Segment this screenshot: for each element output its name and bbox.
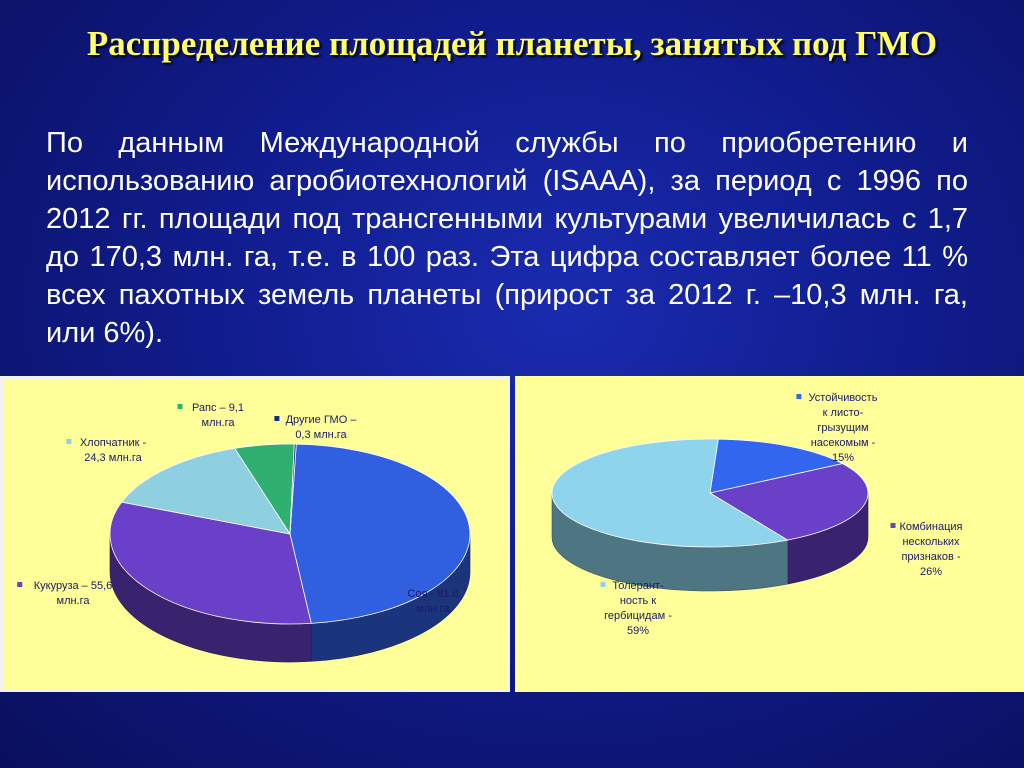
pie1-label-другие-гмо — [274, 414, 357, 441]
pie2-label-line: гербицидам - — [604, 610, 672, 622]
pie2-label-line: Устойчивость — [808, 392, 878, 404]
pie2-label-line: нескольких — [902, 536, 960, 548]
slide-title: Распределение площадей планеты, занятых под ГМО — [86, 24, 938, 63]
pie2-label-комбинация-нескольких-признаков — [891, 521, 963, 578]
pie1-legend-marker-соя — [393, 590, 398, 595]
gmo-traits-pie-chart — [515, 376, 1024, 692]
pie2-label-line: ность к — [619, 595, 657, 607]
pie1-label-line: Рапс – 9,1 — [191, 402, 245, 414]
pie2-label-line: 59% — [626, 625, 650, 637]
pie1-legend-marker-рапс — [178, 404, 183, 409]
pie1-label-line: Соя - 81,0 — [407, 588, 459, 600]
pie1-label-line: 0,3 млн.га — [295, 429, 347, 441]
pie1-label-line: Другие ГМО – — [285, 414, 357, 426]
pie2-legend-marker-комбинация-нескольких-признаков — [891, 523, 896, 528]
pie2-label-line: грызущим — [817, 422, 869, 434]
pie2-legend-marker-толерант-ность-к-гербицидам — [601, 582, 606, 587]
pie1-label-рапс — [178, 402, 245, 429]
pie1-label-line: 24,3 млн.га — [84, 452, 142, 464]
pie1-label-line: Хлопчатник - — [79, 437, 147, 449]
pie2-legend-marker-устойчивость-к-листо-грызущим-насекомым — [796, 394, 801, 399]
pie2-label-line: признаков - — [901, 551, 961, 563]
pie2-label-line: 26% — [919, 566, 943, 578]
pie1-label-line: Кукуруза – 55,6 — [33, 580, 113, 592]
pie1-label-line: млн.га — [201, 417, 235, 429]
pie1-label-хлопчатник — [66, 437, 146, 464]
pie1-label-кукуруза — [17, 580, 112, 607]
pie1-legend-marker-хлопчатник — [66, 439, 71, 444]
pie2-label-line: Комбинация — [899, 521, 963, 533]
pie2-label-line: Толерант- — [612, 580, 664, 592]
pie2-label-толерант-ность-к-гербицидам — [601, 580, 673, 637]
pie1-legend-marker-кукуруза — [17, 582, 22, 587]
pie1-legend-marker-другие-гмо — [274, 416, 279, 421]
gmo-crops-chart-panel — [0, 376, 510, 692]
gmo-traits-chart-panel — [515, 376, 1024, 692]
pie1-label-line: млн.га — [56, 595, 90, 607]
pie2-label-line: 15% — [831, 452, 855, 464]
slide-body-text: По данным Международной службы по приобретению и использованию агробиотехнологий (ISAAA), за период с 1996 по 2012 гг. площади под трансгенными культурами увеличилась с 1,7 до 170,3 млн. га, т.е. в 100 раз. Эта цифра составляет более 11 % всех пахотных земель планеты (прирост за 2012 г. –10,3 млн. га, или 6%). — [46, 127, 968, 349]
pie2-label-line: к листо- — [822, 407, 864, 419]
pie1-label-line: млн.га — [416, 603, 450, 615]
gmo-crops-pie-chart — [3, 379, 507, 689]
pie2-label-line: насекомым - — [810, 437, 876, 449]
